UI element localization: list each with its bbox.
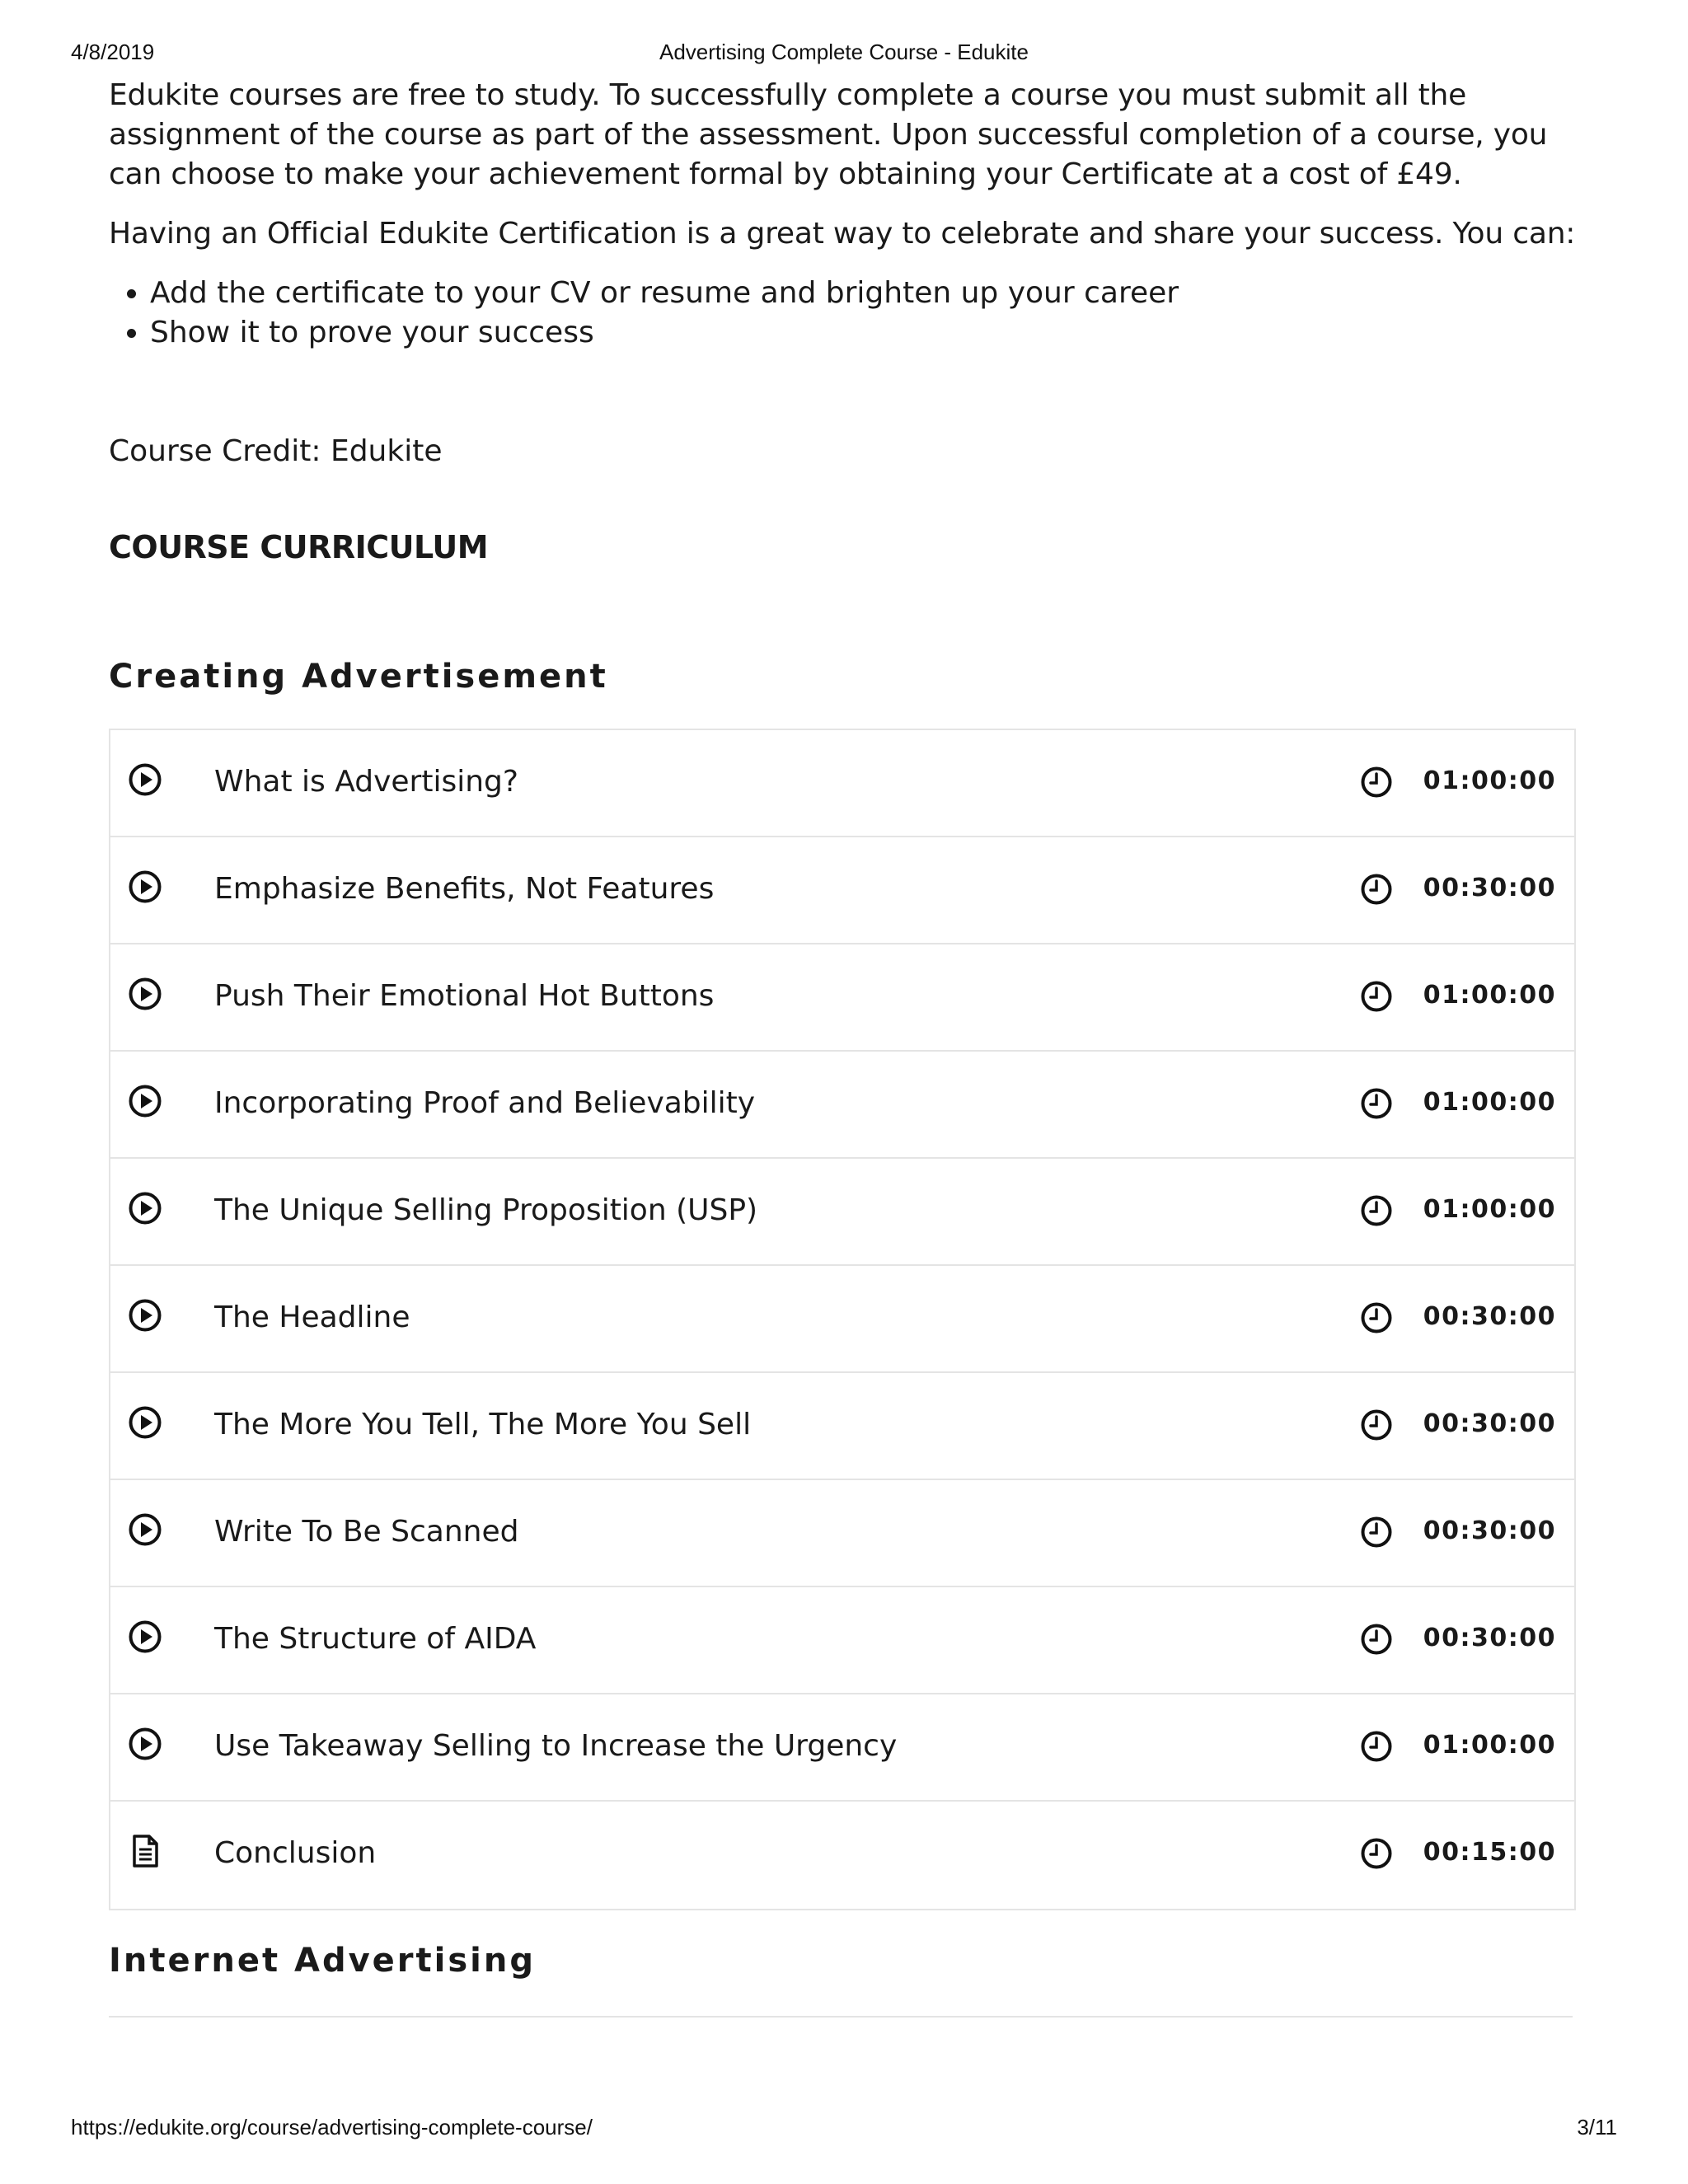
play-circle-icon <box>127 869 163 905</box>
clock-icon <box>1359 872 1394 907</box>
clock-icon <box>1359 1408 1394 1442</box>
clock-icon <box>1359 1836 1394 1871</box>
lesson-duration: 01:00:00 <box>1423 1088 1556 1117</box>
lesson-title[interactable]: The Structure of AIDA <box>214 1622 537 1656</box>
lesson-title[interactable]: Incorporating Proof and Believability <box>214 1086 756 1120</box>
lesson-title[interactable]: Conclusion <box>214 1836 377 1870</box>
lesson-row[interactable] <box>110 944 1574 1052</box>
lesson-row[interactable] <box>110 1480 1574 1587</box>
clock-icon <box>1359 1622 1394 1657</box>
section-title-internet-advertising[interactable]: Internet Advertising <box>109 1942 536 1980</box>
lesson-row[interactable] <box>110 730 1574 837</box>
print-header <box>71 40 1617 69</box>
certificate-info-paragraph: Edukite courses are free to study. To successfully complete a course you must submit all the assignment of the course as part of the assessment. Upon successful completion of a course, you can choose to make your achievement formal by obtaining your Certificate at a cost of £49. <box>109 78 1548 191</box>
certification-benefits-intro: Having an Official Edukite Certification is a great way to celebrate and share your success. You can: <box>109 217 1576 251</box>
clock-icon <box>1359 1729 1394 1764</box>
lesson-title[interactable]: The Unique Selling Proposition (USP) <box>214 1193 758 1227</box>
section-title-creating-advertisement[interactable]: Creating Advertisement <box>109 658 608 696</box>
lesson-title[interactable]: Write To Be Scanned <box>214 1515 519 1549</box>
document-icon <box>127 1833 163 1869</box>
lesson-duration: 01:00:00 <box>1423 981 1556 1010</box>
lesson-row[interactable] <box>110 837 1574 944</box>
lesson-row[interactable] <box>110 1802 1574 1909</box>
lesson-row[interactable] <box>110 1587 1574 1694</box>
play-circle-icon <box>127 1404 163 1441</box>
lesson-duration: 00:30:00 <box>1423 1302 1556 1331</box>
play-circle-icon <box>127 762 163 798</box>
benefits-list <box>109 274 1576 353</box>
lesson-row[interactable] <box>110 1266 1574 1373</box>
play-circle-icon <box>127 1726 163 1762</box>
lesson-title[interactable]: Push Their Emotional Hot Buttons <box>214 979 715 1013</box>
lesson-title[interactable]: The More You Tell, The More You Sell <box>214 1408 752 1441</box>
course-credit: Course Credit: Edukite <box>109 434 443 468</box>
lesson-duration: 00:30:00 <box>1423 1624 1556 1652</box>
clock-icon <box>1359 765 1394 799</box>
benefit-item: • Show it to prove your success <box>150 313 1576 353</box>
lesson-title[interactable]: What is Advertising? <box>214 765 518 799</box>
lesson-duration: 01:00:00 <box>1423 766 1556 795</box>
print-footer <box>71 2115 1617 2144</box>
curriculum-heading: COURSE CURRICULUM <box>109 529 489 565</box>
lesson-title[interactable]: The Headline <box>214 1301 410 1334</box>
lesson-row[interactable] <box>110 1373 1574 1480</box>
play-circle-icon <box>127 1190 163 1226</box>
clock-icon <box>1359 1086 1394 1121</box>
play-circle-icon <box>127 1083 163 1119</box>
print-page-number: 3/11 <box>1577 2115 1617 2139</box>
lesson-row[interactable] <box>110 1052 1574 1159</box>
benefit-item: • Add the certificate to your CV or resume and brighten up your career <box>150 274 1576 313</box>
lesson-title[interactable]: Emphasize Benefits, Not Features <box>214 872 715 906</box>
lesson-duration: 00:30:00 <box>1423 1409 1556 1438</box>
section-divider <box>109 2016 1573 2018</box>
play-circle-icon <box>127 1619 163 1655</box>
clock-icon <box>1359 1515 1394 1549</box>
clock-icon <box>1359 1301 1394 1335</box>
play-circle-icon <box>127 1297 163 1333</box>
clock-icon <box>1359 979 1394 1014</box>
print-page-title: Advertising Complete Course - Edukite <box>659 40 1029 64</box>
lesson-row[interactable] <box>110 1159 1574 1266</box>
print-date: 4/8/2019 <box>71 40 155 64</box>
clock-icon <box>1359 1193 1394 1228</box>
lesson-title[interactable]: Use Takeaway Selling to Increase the Urgency <box>214 1729 898 1763</box>
lesson-row[interactable] <box>110 1694 1574 1802</box>
lesson-duration: 00:30:00 <box>1423 874 1556 902</box>
play-circle-icon <box>127 1511 163 1548</box>
course-content <box>109 76 1576 2018</box>
lesson-list <box>109 729 1576 1910</box>
lesson-duration: 00:15:00 <box>1423 1838 1556 1867</box>
lesson-duration: 01:00:00 <box>1423 1195 1556 1224</box>
lesson-duration: 01:00:00 <box>1423 1731 1556 1760</box>
print-url: https://edukite.org/course/advertising-complete-course/ <box>71 2115 593 2139</box>
lesson-duration: 00:30:00 <box>1423 1516 1556 1545</box>
play-circle-icon <box>127 976 163 1012</box>
